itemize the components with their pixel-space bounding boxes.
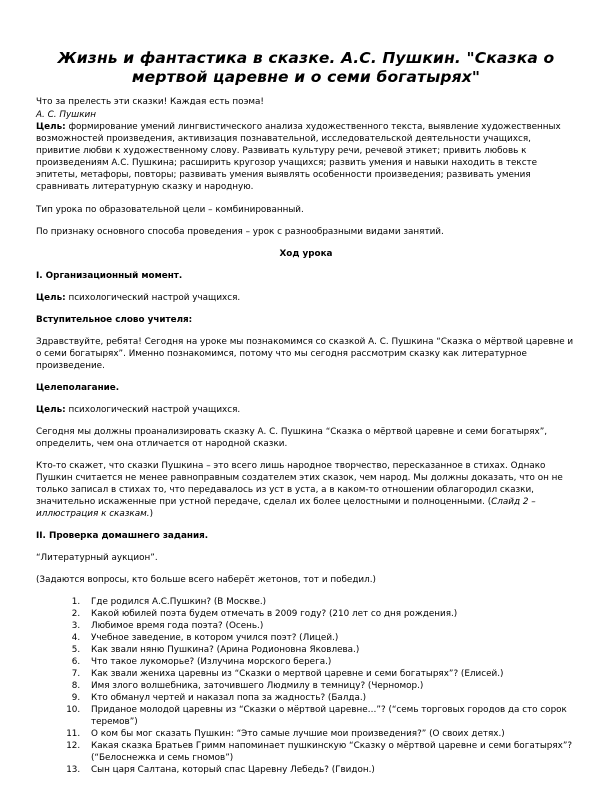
goal-setting-goal-text: психологический настрой учащихся. (65, 405, 241, 415)
document-page (36, 49, 576, 776)
section2-game: “Литературный аукцион”. (36, 553, 158, 563)
section1-heading: I. Организационный момент. (36, 271, 183, 281)
section1-goal-text: психологический настрой учащихся. (65, 293, 241, 303)
epigraph-author: А. С. Пушкин (36, 110, 96, 120)
section1-goal (36, 292, 576, 304)
list-item: 13. Сын царя Салтана, который спас Царевну Лебедь? (Гвидон.) (83, 764, 576, 776)
list-item: 9. Кто обманул чертей и наказал попа за жадность? (Балда.) (83, 692, 576, 704)
list-item: 8. Имя злого волшебника, заточившего Людмилу в темницу? (Черномор.) (83, 680, 576, 692)
list-item: 7. Как звали жениха царевны из “Сказки о мертвой царевне и семи богатырях”? (Елисей.) (83, 668, 576, 680)
section2-heading: II. Проверка домашнего задания. (36, 531, 209, 541)
goal-setting-text1: Сегодня мы должны проанализировать сказку А. С. Пушкина “Сказка о мёртвой царевне и семи богатырях”, определить, чем она отличается от народной сказки. (36, 427, 548, 449)
list-item: 2. Какой юбилей поэта будем отмечать в 2009 году? (210 лет со дня рождения.) (83, 608, 576, 620)
section2-instruction: (Задаются вопросы, кто больше всего наберёт жетонов, тот и победил.) (36, 575, 376, 585)
goal-setting-text2-end: ) (149, 509, 153, 519)
list-item: 5. Как звали няню Пушкина? (Арина Родионовна Яковлева.) (83, 644, 576, 656)
section1-goal-label: Цель: (36, 293, 66, 303)
slide-note: Слайд 2 – иллюстрация к сказкам. (36, 497, 536, 519)
lesson-goal (36, 121, 576, 193)
page-title: Жизнь и фантастика в сказке. А.С. Пушкин. "Сказка о мертвой царевне и о семи богатырях" (57, 49, 555, 86)
goal-text: формирование умений лингвистического анализа художественного текста, выявление художественных возможностей произведения, активизация познавательной, исследовательской деятельности учащихся, привитие любви к художественному слову. Развивать культуру речи, речевой этикет; привить любовь к произведениям А.С. Пушкина; расширить кругозор учащихся; развить умения и навыки находить в тексте эпитеты, метафоры, повторы; развивать умения выявлять особенности произведения; развивать умения сравнивать литературную сказку и народную. (36, 122, 561, 192)
list-item: 1. Где родился А.С.Пушкин? (В Москве.) (83, 596, 576, 608)
list-item: 11. О ком бы мог сказать Пушкин: “Это самые лучшие мои произведения?” (О своих детях.) (83, 728, 576, 740)
goal-setting-text2-body: Кто-то скажет, что сказки Пушкина – это всего лишь народное творчество, пересказанное в стихах. Однако Пушкин считается не менее равноправным создателем этих сказок, чем народ. Мы должны доказать, что он не только записал в стихах то, что передавалось из уст в уста, а в каком-то отношении облагородил сказки, значительно искаженные при устной передаче, сделал их более целостными и полноценными. ( (36, 461, 563, 507)
goal-setting-text2 (36, 460, 576, 520)
list-item: 6. Что такое лукоморье? (Излучина морского берега.) (83, 656, 576, 668)
goal-label: Цель: (36, 122, 66, 132)
goal-setting-heading: Целеполагание. (36, 383, 120, 393)
course-heading: Ход урока (279, 249, 333, 259)
list-item: 12. Какая сказка Братьев Гримм напоминает пушкинскую “Сказку о мёртвой царевне и семи богатырях”? (“Белоснежка и семь гномов”) (83, 740, 576, 764)
questions-list (36, 596, 576, 776)
list-item: 10. Приданое молодой царевны из “Сказки о мёртвой царевне…”? (“семь торговых городов да сто сорок теремов”) (83, 704, 576, 728)
intro-text: Здравствуйте, ребята! Сегодня на уроке мы познакомимся со сказкой А. С. Пушкина “Сказка о мёртвой царевне и о семи богатырях”. Именно познакомимся, потому что мы сегодня рассмотрим сказку как литературное произведение. (36, 337, 574, 371)
intro-heading: Вступительное слово учителя: (36, 315, 193, 325)
goal-setting-goal-label: Цель: (36, 405, 66, 415)
epigraph-quote: Что за прелесть эти сказки! Каждая есть поэма! (36, 97, 264, 107)
lesson-method: По признаку основного способа проведения – урок с разнообразными видами занятий. (36, 227, 444, 237)
lesson-type: Тип урока по образовательной цели – комбинированный. (36, 205, 304, 215)
goal-setting-goal (36, 404, 576, 416)
list-item: 4. Учебное заведение, в котором учился поэт? (Лицей.) (83, 632, 576, 644)
list-item: 3. Любимое время года поэта? (Осень.) (83, 620, 576, 632)
